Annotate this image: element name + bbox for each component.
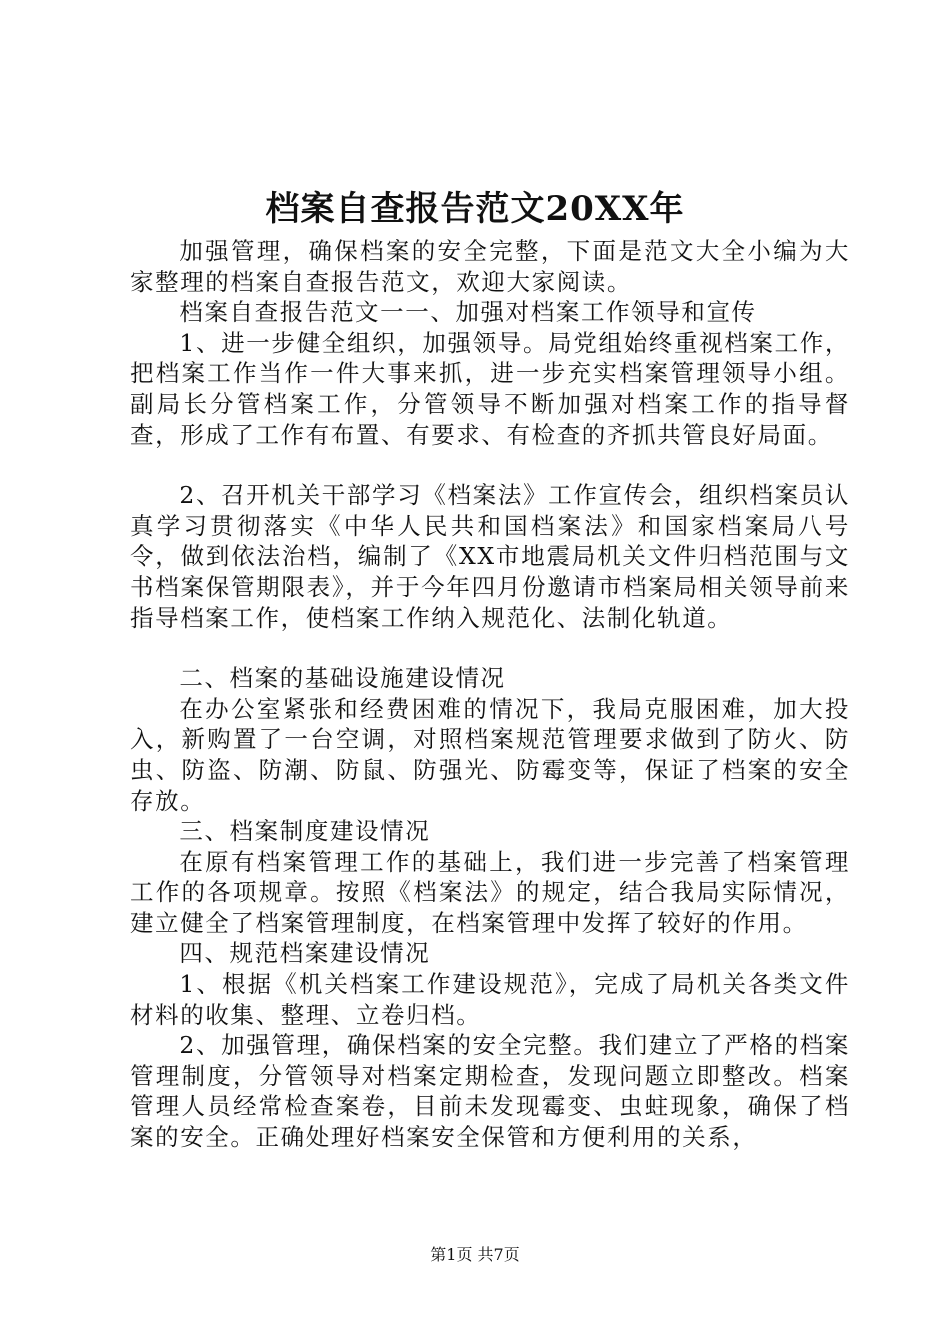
body-paragraph: 1、进一步健全组织，加强领导。局党组始终重视档案工作，把档案工作当作一件大事来抓，进一步充实档案管理领导小组。副局长分管档案工作，分管领导不断加强对档案工作的指导督查，形成了工作有布置、有要求、有检查的齐抓共管良好局面。 [130,328,850,449]
document-body [130,236,850,1153]
body-paragraph: 在原有档案管理工作的基础上，我们进一步完善了档案管理工作的各项规章。按照《档案法》的规定，结合我局实际情况，建立健全了档案管理制度，在档案管理中发挥了较好的作用。 [130,847,850,937]
body-paragraph: 2、加强管理，确保档案的安全完整。我们建立了严格的档案管理制度，分管领导对档案定期检查，发现问题立即整改。档案管理人员经常检查案卷，目前未发现霉变、虫蛀现象，确保了档案的安全。正确处理好档案安全保管和方便利用的关系， [130,1031,850,1152]
body-paragraph: 2、召开机关干部学习《档案法》工作宣传会，组织档案员认真学习贯彻落实《中华人民共和国档案法》和国家档案局八号令，做到依法治档，编制了《XX市地震局机关文件归档范围与文书档案保管期限表》，并于今年四月份邀请市档案局相关领导前来指导档案工作，使档案工作纳入规范化、法制化轨道。 [130,481,850,632]
section-heading: 二、档案的基础设施建设情况 [179,664,506,693]
section-heading: 四、规范档案建设情况 [179,939,431,968]
section-heading: 档案自查报告范文一一、加强对档案工作领导和宣传 [179,298,757,327]
section-heading: 三、档案制度建设情况 [179,817,431,846]
page-footer: 第1页 共7页 [430,1245,520,1264]
body-paragraph: 1、根据《机关档案工作建设规范》，完成了局机关各类文件材料的收集、整理、立卷归档。 [130,970,850,1029]
intro-paragraph: 加强管理，确保档案的安全完整，下面是范文大全小编为大家整理的档案自查报告范文，欢迎大家阅读。 [130,237,850,296]
document-title: 档案自查报告范文20XX年 [265,189,685,229]
body-paragraph: 在办公室紧张和经费困难的情况下，我局克服困难，加大投入，新购置了一台空调，对照档案规范管理要求做到了防火、防虫、防盗、防潮、防鼠、防强光、防霉变等，保证了档案的安全存放。 [130,694,850,815]
